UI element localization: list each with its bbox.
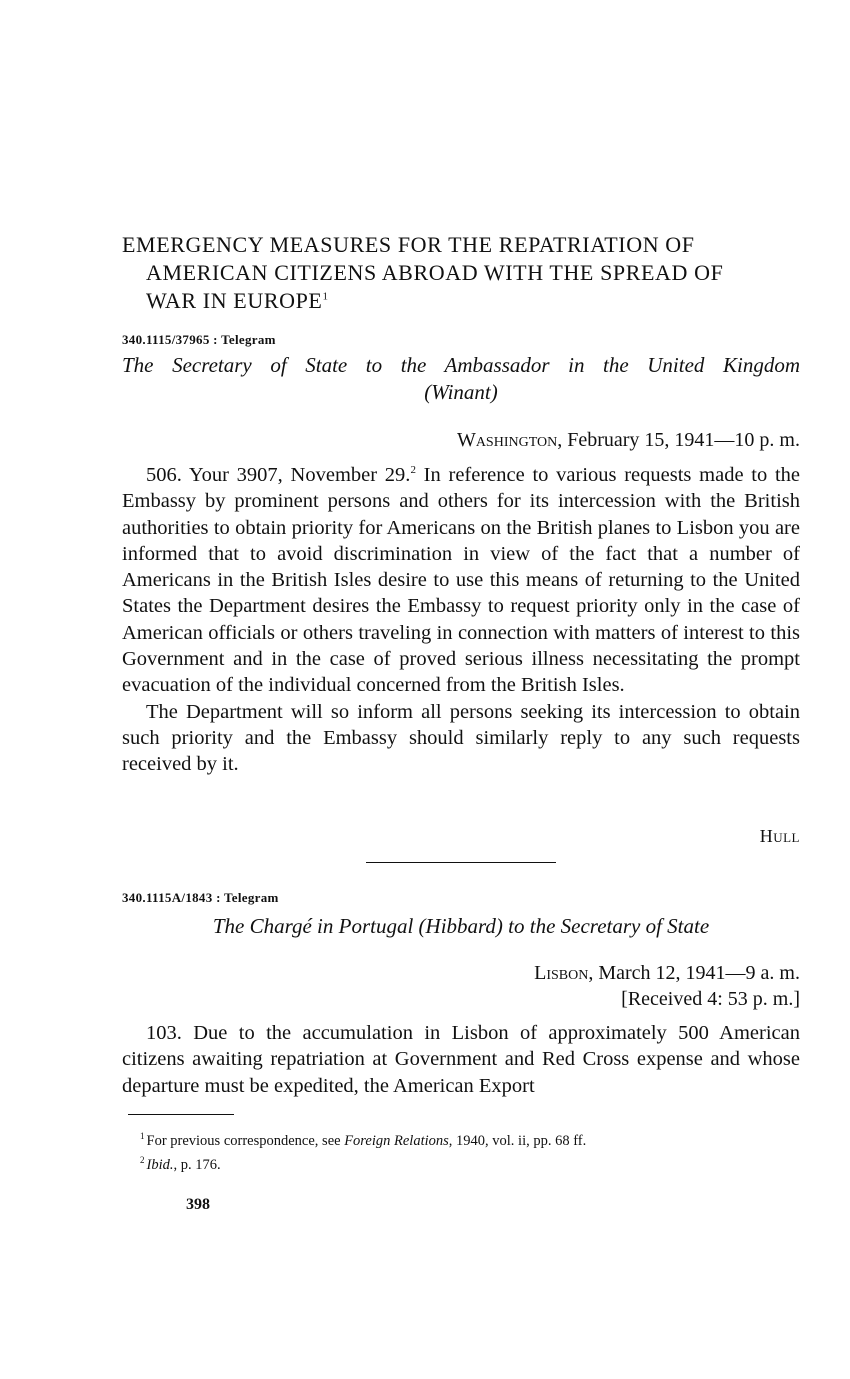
footnote-1-text-end: , 1940, vol. ii, pp. 68 ff.	[448, 1132, 587, 1149]
title-line-3	[122, 287, 800, 315]
title-footnote-mark: 1	[322, 290, 329, 303]
doc1-para1-footnote-mark: 2	[410, 464, 416, 477]
doc1-paragraph-2: The Department will so inform all persons seeking its intercession to obtain such priority and the Embassy should similarly reply to any such requests received by it.	[122, 700, 800, 776]
doc1-paragraph-1	[122, 462, 800, 699]
section-divider	[366, 862, 556, 863]
doc1-dateline-date: , February 15, 1941—10 p. m.	[557, 429, 800, 451]
section-title	[122, 231, 800, 315]
doc2-received-time: [Received 4: 53 p. m.]	[621, 988, 800, 1010]
doc1-signature: Hull	[759, 826, 800, 846]
footnote-2-text-end: , p. 176.	[173, 1156, 221, 1173]
doc2-heading: The Chargé in Portugal (Hibbard) to the Secretary of State	[212, 914, 710, 938]
footnote-1-text-start: For previous correspondence, see	[146, 1132, 345, 1149]
doc2-dateline-place: Lisbon	[534, 962, 589, 984]
title-line-2: AMERICAN CITIZENS ABROAD WITH THE SPREAD OF	[146, 260, 724, 285]
doc1-heading	[122, 352, 800, 406]
footnote-2-ibid: Ibid.	[146, 1156, 174, 1173]
footnote-rule	[128, 1114, 234, 1115]
doc1-heading-line-2: (Winant)	[424, 380, 498, 404]
doc2-paragraph-1: 103. Due to the accumulation in Lisbon of approximately 500 American citizens awaiting repatriation at Government and Red Cross expense and whose departure must be expedited, the American Export	[122, 1022, 800, 1097]
title-line-1: EMERGENCY MEASURES FOR THE REPATRIATION OF	[122, 232, 695, 257]
footnote-1-title: Foreign Relations	[344, 1132, 449, 1149]
doc1-heading-line-1: The Secretary of State to the Ambassador in the United Kingdom	[122, 353, 800, 377]
footnote-2-mark: 2	[140, 1154, 145, 1165]
footnote-1	[140, 1127, 586, 1151]
title-line-3-text: WAR IN EUROPE	[146, 288, 323, 313]
doc2-body	[122, 1020, 800, 1099]
doc1-para1-rest: In reference to various requests made to the Embassy by prominent persons and others for its intercession with the British authorities to obtain priority for Americans on the British planes to Lisbon you are informed that to avoid discrimination in view of the fact that a number of Americans in the British Isles desire to use this means of returning to the United States the Department desires the Embassy to request priority only in the case of American officials or others traveling in connection with matters of interest to this Government and in the case of proved serious illness necessitating the prompt evacuation of the individual concerned from the British Isles.	[122, 464, 801, 697]
footnotes	[140, 1127, 586, 1175]
doc1-dateline-place: Washington	[456, 429, 558, 451]
doc1-dateline	[457, 427, 800, 453]
doc1-para1-start: 506. Your 3907, November 29.	[146, 464, 411, 486]
doc1-file-reference: 340.1115/37965 : Telegram	[122, 332, 276, 347]
footnote-2	[140, 1151, 586, 1175]
footnote-1-mark: 1	[140, 1131, 145, 1141]
doc1-body	[122, 462, 800, 778]
doc2-dateline-date: , March 12, 1941—9 a. m.	[588, 962, 800, 984]
doc2-file-reference: 340.1115A/1843 : Telegram	[122, 890, 279, 905]
page-number: 398	[186, 1196, 210, 1213]
doc2-dateline	[534, 960, 800, 986]
